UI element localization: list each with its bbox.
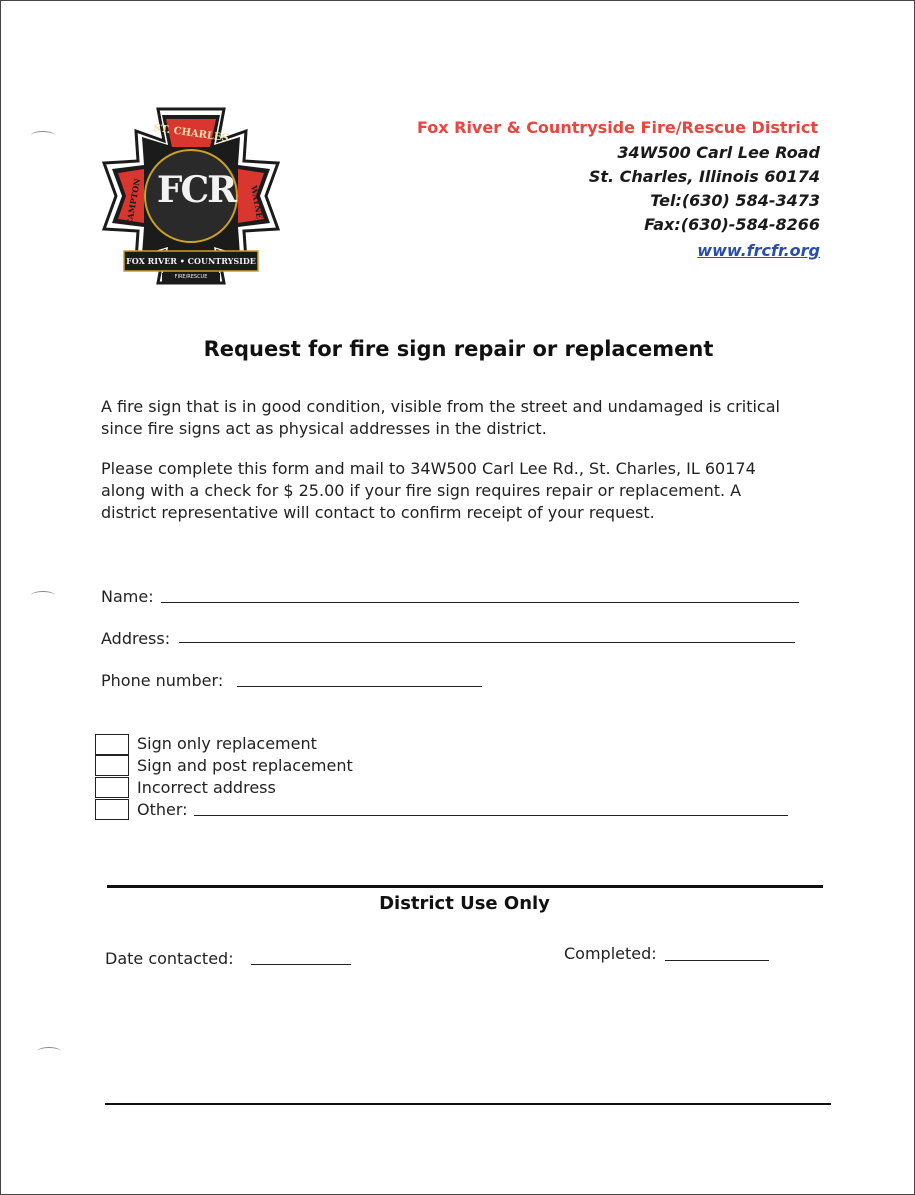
address-field[interactable] bbox=[179, 642, 795, 643]
intro-paragraph: A fire sign that is in good condition, visible from the street and undamaged is critical since fire signs act as physical addresses in the district. bbox=[101, 397, 780, 438]
section-divider bbox=[107, 885, 823, 888]
telephone: Tel:(630) 584-3473 bbox=[650, 191, 820, 210]
option-label: Sign and post replacement bbox=[137, 756, 353, 775]
website-link[interactable]: www.frcfr.org bbox=[697, 241, 820, 260]
phone-field[interactable] bbox=[237, 686, 482, 687]
option-checkbox[interactable] bbox=[95, 734, 129, 755]
name-label: Name: bbox=[101, 587, 154, 606]
option-label: Sign only replacement bbox=[137, 734, 317, 753]
logo-bottom-text: FOX RIVER • COUNTRYSIDE bbox=[126, 256, 256, 266]
date-contacted-field[interactable] bbox=[251, 964, 351, 965]
logo-sub-text: FIRE/RESCUE bbox=[174, 274, 208, 280]
address-line2: St. Charles, Illinois 60174 bbox=[588, 167, 820, 186]
option-checkbox[interactable] bbox=[95, 755, 129, 776]
address-line1: 34W500 Carl Lee Road bbox=[617, 143, 820, 162]
option-checkbox[interactable] bbox=[95, 777, 129, 798]
other-field[interactable] bbox=[194, 815, 788, 816]
address-label: Address: bbox=[101, 629, 171, 648]
logo-right-text: WAYNE bbox=[249, 184, 265, 220]
option-label: Other: bbox=[137, 800, 188, 819]
phone-label: Phone number: bbox=[101, 671, 224, 690]
district-name: Fox River & Countryside Fire/Rescue District bbox=[416, 118, 818, 137]
option-label: Incorrect address bbox=[137, 778, 276, 797]
logo-left-text: CAMPTON bbox=[123, 177, 143, 227]
option-checkbox[interactable] bbox=[95, 799, 129, 820]
name-field[interactable] bbox=[161, 602, 799, 603]
bottom-divider bbox=[105, 1103, 831, 1105]
logo-top-text: ST. CHARLES bbox=[152, 122, 230, 145]
completed-field[interactable] bbox=[665, 960, 769, 961]
punch-mark bbox=[37, 1047, 61, 1056]
logo-letters: FCR bbox=[156, 169, 236, 211]
date-contacted-label: Date contacted: bbox=[105, 949, 234, 968]
punch-mark bbox=[31, 591, 55, 600]
form-title: Request for fire sign repair or replacement bbox=[203, 337, 714, 361]
fax: Fax:(630)-584-8266 bbox=[644, 215, 820, 234]
completed-label: Completed: bbox=[564, 944, 657, 963]
district-use-title: District Use Only bbox=[379, 893, 550, 914]
instructions-paragraph: Please complete this form and mail to 34W500 Carl Lee Rd., St. Charles, IL 60174 along with a check for $ 25.00 if your fire sign requires repair or replacement. A district representative will contact to confirm receipt of your request. bbox=[101, 459, 756, 522]
punch-mark bbox=[31, 131, 55, 140]
